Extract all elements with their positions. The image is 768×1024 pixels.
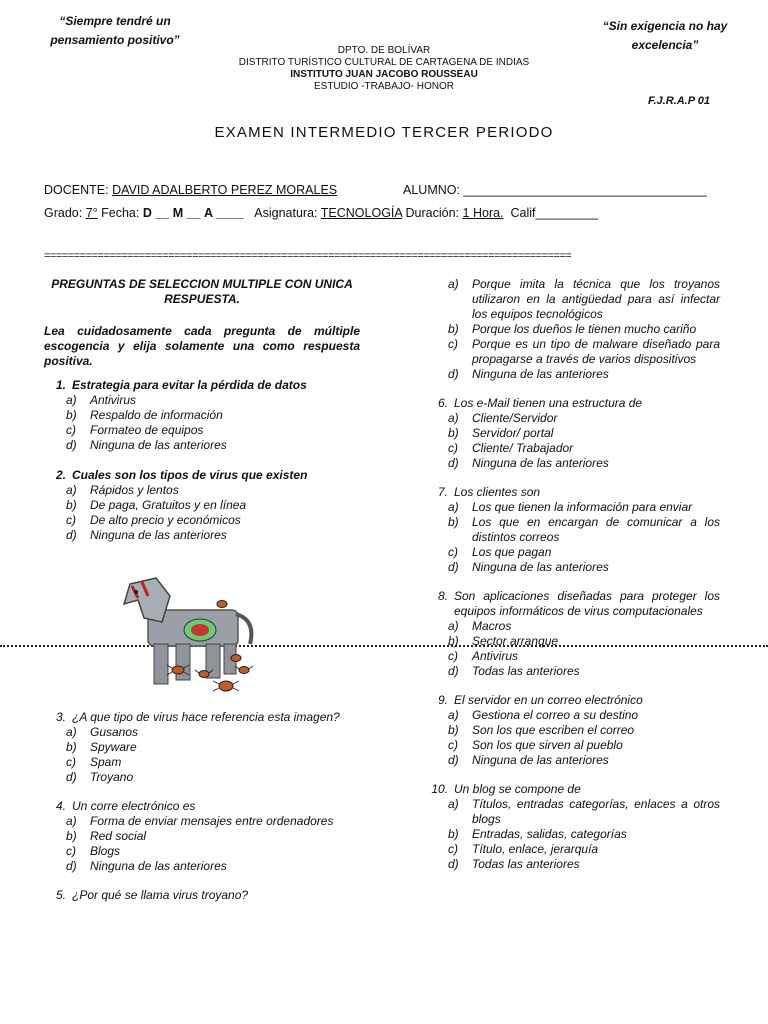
option[interactable]: b) Porque los dueños le tienen mucho cariño: [448, 322, 697, 336]
header-institute: INSTITUTO JUAN JACOBO ROUSSEAU: [290, 69, 478, 80]
option[interactable]: b) Red social: [66, 829, 147, 843]
option[interactable]: b) Son los que escriben el correo: [448, 723, 635, 737]
student-row: [403, 183, 707, 197]
option[interactable]: d) Ninguna de las anteriores: [66, 859, 227, 873]
duration-label: Duración:: [405, 206, 460, 220]
date-day: D __: [142, 206, 170, 220]
option[interactable]: a) Gusanos: [66, 725, 139, 739]
option[interactable]: d) Ninguna de las anteriores: [66, 528, 227, 542]
option[interactable]: c) Spam: [66, 755, 122, 769]
student-label: ALUMNO:: [403, 183, 460, 197]
option[interactable]: a) Rápidos y lentos: [66, 483, 179, 497]
question-text: ¿A que tipo de virus hace referencia esta imagen?: [72, 710, 340, 724]
option[interactable]: d) Ninguna de las anteriores: [66, 438, 227, 452]
option[interactable]: a) Porque imita la técnica que los troyanos utilizaron en la antigüedad para así infectar los equipos tecnológicos: [448, 277, 720, 321]
separator-line: =========================================================================================: [44, 250, 572, 262]
question-text: ¿Por qué se llama virus troyano?: [72, 888, 249, 902]
option[interactable]: a) Los que tienen la información para enviar: [448, 500, 693, 514]
option[interactable]: c) Los que pagan: [448, 545, 552, 559]
question-10: [426, 782, 720, 872]
question-text: Un blog se compone de: [454, 782, 581, 796]
question-number: 9.: [437, 693, 448, 707]
question-number: 8.: [437, 589, 448, 603]
exam-details-row: [44, 206, 598, 220]
option[interactable]: a) Títulos, entradas categorías, enlaces a otros blogs: [448, 797, 720, 826]
option[interactable]: c) Formateo de equipos: [66, 423, 204, 437]
grade-label: Grado:: [44, 206, 83, 220]
question-4: [44, 799, 360, 874]
option[interactable]: d) Ninguna de las anteriores: [448, 753, 609, 767]
subject-label: Asignatura:: [254, 206, 318, 220]
option[interactable]: a) Gestiona el correo a su destino: [448, 708, 639, 722]
student-blank: ___________________________________: [463, 183, 707, 197]
date-year: A ____: [204, 206, 244, 220]
option[interactable]: a) Macros: [448, 619, 512, 633]
header-department: DPTO. DE BOLÍVAR: [337, 45, 431, 56]
duration-value: 1 Hora.: [462, 206, 504, 220]
teacher-row: [44, 183, 337, 197]
option[interactable]: a) Cliente/Servidor: [448, 411, 558, 425]
grade-score: Calif_________: [510, 206, 599, 220]
question-text: El servidor en un correo electrónico: [454, 693, 643, 707]
question-text: Son aplicaciones diseñadas para proteger los equipos informáticos de virus computacionales: [454, 589, 720, 618]
question-number: 1.: [55, 378, 66, 392]
exam-title: EXAMEN INTERMEDIO TERCER PERIODO: [214, 124, 554, 141]
question-8: [426, 589, 720, 679]
motto-left: “Siempre tendré un pensamiento positivo”: [50, 14, 180, 47]
question-5: [44, 888, 360, 903]
question-number: 7.: [437, 485, 448, 499]
grade-value: 7°: [85, 206, 98, 220]
option[interactable]: c) De alto precio y económicos: [66, 513, 241, 527]
option[interactable]: a) Antivirus: [66, 393, 137, 407]
option[interactable]: d) Ninguna de las anteriores: [448, 560, 609, 574]
question-text: Los clientes son: [454, 485, 541, 499]
question-5-options: [426, 277, 720, 382]
header-district: DISTRITO TURÍSTICO CULTURAL DE CARTAGENA DE INDIAS: [238, 57, 530, 68]
option[interactable]: b) De paga, Gratuitos y en línea: [66, 498, 247, 512]
option[interactable]: c) Antivirus: [448, 649, 519, 663]
option[interactable]: d) Todas las anteriores: [448, 857, 580, 871]
question-number: 2.: [55, 468, 66, 482]
option[interactable]: d) Troyano: [66, 770, 134, 784]
option[interactable]: b) Servidor/ portal: [448, 426, 554, 440]
option[interactable]: c) Porque es un tipo de malware diseñado para propagarse a través de varios dispositivos: [448, 337, 720, 366]
motto-right: “Sin exigencia no hay excelencia”: [602, 19, 728, 52]
right-column: [426, 277, 720, 872]
left-column: [44, 277, 360, 543]
teacher-label: DOCENTE:: [44, 183, 109, 197]
option[interactable]: c) Blogs: [66, 844, 121, 858]
option[interactable]: c) Cliente/ Trabajador: [448, 441, 574, 455]
date-label: Fecha:: [101, 206, 140, 220]
subject-value: TECNOLOGÍA: [320, 206, 403, 220]
question-text: Cuales son los tipos de virus que existen: [72, 468, 308, 482]
question-number: 4.: [55, 799, 66, 813]
section-title: PREGUNTAS DE SELECCION MULTIPLE CON UNICA RESPUESTA.: [51, 277, 353, 306]
option[interactable]: b) Sector arranque: [448, 634, 559, 648]
document-code: F.J.R.A.P 01: [648, 95, 710, 107]
option[interactable]: d) Ninguna de las anteriores: [448, 367, 609, 381]
question-7: [426, 485, 720, 575]
date-month: M __: [172, 206, 201, 220]
header-motto: ESTUDIO -TRABAJO- HONOR: [313, 81, 454, 92]
question-6: [426, 396, 720, 471]
question-number: 10.: [431, 782, 448, 796]
option[interactable]: a) Forma de enviar mensajes entre ordenadores: [66, 814, 334, 828]
question-3: [44, 710, 360, 785]
option[interactable]: d) Todas las anteriores: [448, 664, 580, 678]
option[interactable]: d) Ninguna de las anteriores: [448, 456, 609, 470]
question-number: 6.: [437, 396, 448, 410]
question-text: Un corre electrónico es: [72, 799, 196, 813]
question-text: Los e-Mail tienen una estructura de: [454, 396, 643, 410]
question-2: [44, 468, 360, 543]
teacher-name: DAVID ADALBERTO PEREZ MORALES: [112, 183, 338, 197]
option[interactable]: c) Son los que sirven al pueblo: [448, 738, 623, 752]
option[interactable]: b) Spyware: [66, 740, 137, 754]
question-number: 3.: [55, 710, 66, 724]
option[interactable]: b) Respaldo de información: [66, 408, 223, 422]
instructions: Lea cuidadosamente cada pregunta de múltiple escogencia y elija solamente una como respuesta positiva.: [44, 324, 360, 368]
left-column-lower: [44, 710, 360, 903]
trojan-horse-image: [108, 574, 268, 700]
question-text: Estrategia para evitar la pérdida de datos: [72, 378, 307, 392]
option[interactable]: b) Los que en encargan de comunicar a los distintos correos: [448, 515, 720, 544]
question-1: [44, 378, 360, 453]
option[interactable]: c) Título, enlace, jerarquía: [448, 842, 599, 856]
question-9: [426, 693, 720, 768]
option[interactable]: b) Entradas, salidas, categorías: [448, 827, 627, 841]
question-number: 5.: [55, 888, 66, 902]
